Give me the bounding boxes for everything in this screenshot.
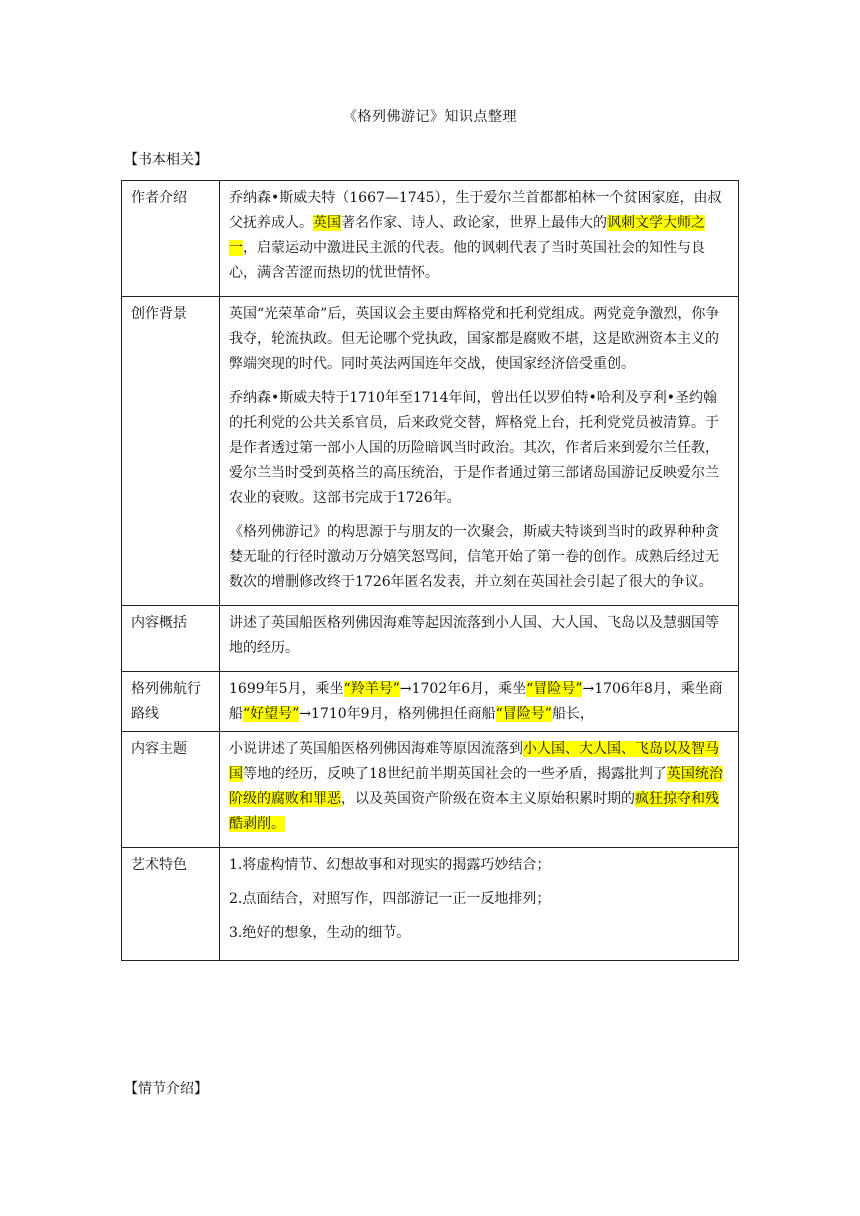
theme-highlight-2: 英国统治阶级的腐败和罪恶 (229, 766, 723, 807)
theme-highlight-3: 疯狂掠夺和残酷剥削。 (229, 791, 719, 832)
table-row-route (122, 672, 739, 732)
background-paragraph-1: 英国“光荣革命”后，英国议会主要由辉格党和托利党组成。两党竞争激烈，你争我夺，轮流执政。但无论哪个党执政，国家都是腐败不堪，这是欧洲资本主义的弊端突现的时代。同时英法两国连年交战，使国家经济倍受重创。 (229, 306, 720, 372)
row-label-theme: 内容主题 (122, 732, 220, 848)
art-item-1: 1.将虚构情节、幻想故事和对现实的揭露巧妙结合； (229, 857, 551, 873)
row-content-route (220, 672, 739, 732)
row-content-art (220, 848, 739, 961)
row-content-author (220, 181, 739, 297)
theme-text-3: ，以及英国资产阶级在资本主义原始积累时期的 (341, 791, 635, 807)
route-text-4: →1710年9月，格列佛担任商船 (299, 706, 496, 722)
theme-text-2: 等地的经历，反映了18世纪前半期英国社会的一些矛盾，揭露批判了 (243, 766, 667, 782)
section-heading-book: 【书本相关】 (124, 152, 208, 168)
table-row-theme (122, 732, 739, 848)
author-text-2: 著名作家、诗人、政论家，世界上最伟大的 (341, 215, 607, 231)
theme-text-1: 小说讲述了英国船医格列佛因海难等原因流落到 (229, 741, 523, 757)
author-text-1: 乔纳森•斯威夫特（1667—1745），生于爱尔兰首都都柏林一个贫困家庭，由叔父抚养成人。 (229, 190, 722, 231)
route-ship-good-hope: “好望号” (243, 706, 300, 722)
route-text-3: →1706年8月，乘坐商船 (229, 681, 723, 722)
route-text-5: 船长， (551, 706, 594, 722)
book-info-table (121, 180, 739, 961)
theme-highlight-1: 小人国、大人国、飞岛以及智马国 (229, 741, 719, 782)
document-title: 《格列佛游记》知识点整理 (343, 109, 517, 125)
route-ship-adventure-2: “冒险号” (495, 706, 552, 722)
background-paragraph-3: 《格列佛游记》的构思源于与朋友的一次聚会，斯威夫特谈到当时的政界种种贪婪无耻的行径时激动万分嬉笑怒骂间，信笔开始了第一卷的创作。成熟后经过无数次的增删修改终于1726年匿名发表，并立刻在英国社会引起了很大的争议。 (229, 524, 719, 590)
row-content-background (220, 297, 739, 606)
author-text-3: ，启蒙运动中激进民主派的代表。他的讽刺代表了当时英国社会的知性与良心，满含苦涩而热切的忧世情怀。 (229, 240, 705, 281)
author-highlight-2: 讽刺文学大师之一 (229, 215, 705, 256)
row-content-theme (220, 732, 739, 848)
art-item-3: 3.绝好的想象，生动的细节。 (229, 925, 411, 941)
route-ship-adventure-1: “冒险号” (526, 681, 583, 697)
row-label-summary: 内容概括 (122, 606, 220, 672)
row-label-art: 艺术特色 (122, 848, 220, 961)
route-text-2: →1702年6月，乘坐 (399, 681, 527, 697)
author-highlight-1: 英国 (313, 215, 341, 231)
art-item-2: 2.点面结合，对照写作，四部游记一正一反地排列； (229, 891, 551, 907)
row-label-background: 创作背景 (122, 297, 220, 606)
section-heading-plot: 【情节介绍】 (124, 1081, 208, 1097)
route-ship-antelope: “羚羊号” (343, 681, 400, 697)
table-row-art (122, 848, 739, 961)
row-label-author: 作者介绍 (122, 181, 220, 297)
route-text-1: 1699年5月，乘坐 (229, 681, 344, 697)
row-content-summary: 讲述了英国船医格列佛因海难等起因流落到小人国、大人国、飞岛以及慧骃国等地的经历。 (220, 606, 739, 672)
background-paragraph-2: 乔纳森•斯威夫特于1710年至1714年间，曾出任以罗伯特•哈利及亨利•圣约翰的托利党的公共关系官员，后来政党交替，辉格党上台，托利党党员被清算。于是作者透过第一部小人国的历险暗讽当时政治。其次，作者后来到爱尔兰任教，爱尔兰当时受到英格兰的高压统治，于是作者通过第三部诸岛国游记反映爱尔兰农业的衰败。这部书完成于1726年。 (229, 390, 719, 506)
table-row-summary (122, 606, 739, 672)
row-label-route: 格列佛航行路线 (122, 672, 220, 732)
table-row-background (122, 297, 739, 606)
table-row-author (122, 181, 739, 297)
